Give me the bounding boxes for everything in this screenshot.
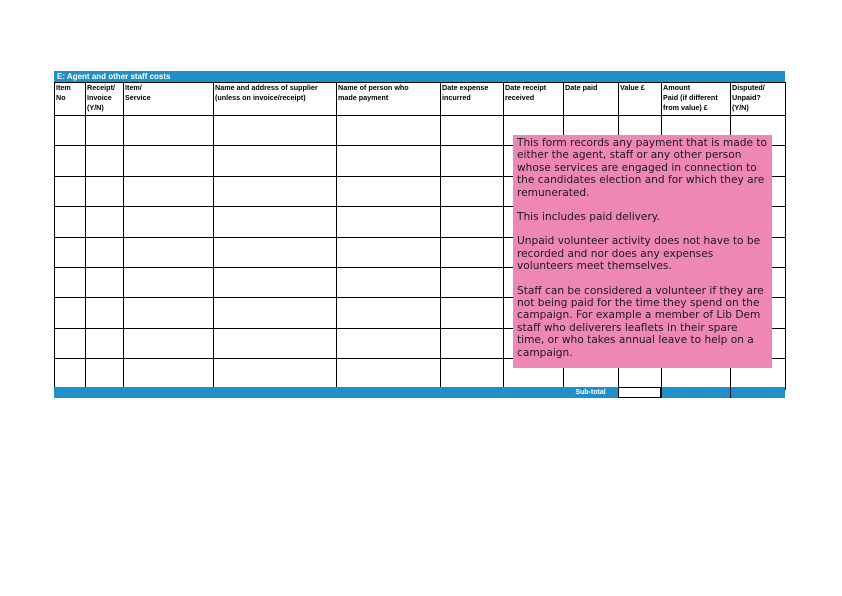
col-header-payer: Name of person who made payment [337, 83, 441, 116]
note-paragraph: Staff can be considered a volunteer if they are not being paid for the time they spend on the campaign. For example a member of Lib Dem staff who deliverers leaflets in their spare time, or who takes annual leave to help on a campaign. [517, 284, 764, 359]
subtotal-value-cell[interactable] [618, 387, 661, 398]
note-paragraph: Unpaid volunteer activity does not have to be recorded and nor does any expenses volunteers meet themselves. [517, 235, 761, 273]
col-header-amount-paid: Amount Paid (if different from value) £ [662, 83, 731, 116]
note-paragraph: This includes paid delivery. [517, 211, 660, 224]
divider [661, 387, 662, 398]
col-header-value: Value £ [619, 83, 662, 116]
col-header-supplier: Name and address of supplier (unless on invoice/receipt) [214, 83, 337, 116]
subtotal-label: Sub-total [575, 389, 606, 396]
divider [730, 387, 731, 398]
col-header-item-no: Item No [55, 83, 86, 116]
col-header-disputed: Disputed/ Unpaid? (Y/N) [731, 83, 786, 116]
col-header-date-incurred: Date expense incurred [441, 83, 504, 116]
header-row [55, 83, 786, 116]
section-title-bar [54, 71, 785, 82]
subtotal-bar [54, 387, 785, 398]
section-title: E: Agent and other staff costs [57, 72, 171, 81]
col-header-service: Item/ Service [124, 83, 214, 116]
col-header-date-received: Date receipt received [504, 83, 564, 116]
note-paragraph: This form records any payment that is made to either the agent, staff or any other person whose services are engaged in connection to the candidates election and for which they are remunerated. [517, 137, 767, 199]
col-header-receipt: Receipt/ Invoice (Y/N) [86, 83, 124, 116]
col-header-date-paid: Date paid [564, 83, 619, 116]
info-note [513, 135, 772, 368]
